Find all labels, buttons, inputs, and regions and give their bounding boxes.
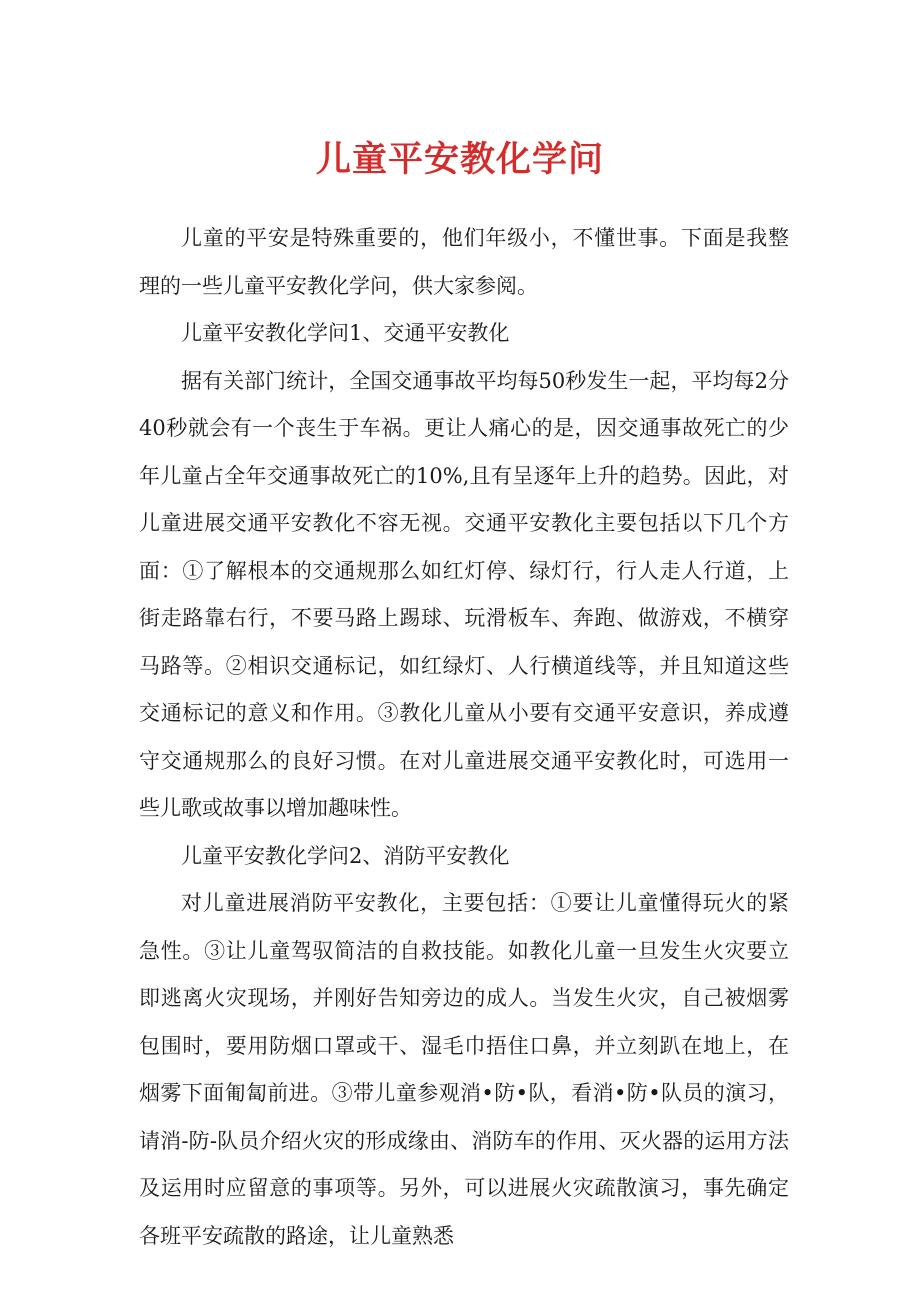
section-heading-fire: 儿童平安教化学问2、消防平安教化: [181, 843, 510, 868]
intro-paragraph: 儿童的平安是特殊重要的，他们年级小，不懂世事。下面是我整理的一些儿童平安教化学问，供大家参阅。: [139, 226, 789, 298]
fire-safety-paragraph: 对儿童进展消防平安教化，主要包括：①要让儿童懂得玩火的紧急性。③让儿童驾驭简洁的自救技能。如教化儿童一旦发生火灾要立即逃离火灾现场，并刚好告知旁边的成人。当发生火灾，自己被烟雾包围时，要用防烟口罩或干、湿毛巾捂住口鼻，并立刻趴在地上，在烟雾下面匍匐前进。③带儿童参观消•防•队，看消•防•队员的演习，请消-防-队员介绍火灾的形成缘由、消防车的作用、灭火器的运用方法及运用时应留意的事项等。另外，可以进展火灾疏散演习，事先确定各班平安疏散的路途，让儿童熟悉: [139, 891, 789, 1248]
document-title: 儿童平安教化学问: [315, 139, 604, 180]
document-body: [139, 215, 789, 1260]
traffic-safety-paragraph: 据有关部门统计，全国交通事故平均每50秒发生一起，平均每2分40秒就会有一个丧生于车祸。更让人痛心的是，因交通事故死亡的少年儿童占全年交通事故死亡的10%,且有呈逐年上升的趋势。因此，对儿童进展交通平安教化不容无视。交通平安教化主要包括以下几个方面：①了解根本的交通规那么如红灯停、绿灯行，行人走人行道，上街走路靠右行，不要马路上踢球、玩滑板车、奔跑、做游戏，不横穿马路等。②相识交通标记，如红绿灯、人行横道线等，并且知道这些交通标记的意义和作用。③教化儿童从小要有交通平安意识，养成遵守交通规那么的良好习惯。在对儿童进展交通平安教化时，可选用一些儿歌或故事以增加趣味性。: [139, 368, 789, 820]
section-heading-traffic: 儿童平安教化学问1、交通平安教化: [181, 321, 510, 345]
